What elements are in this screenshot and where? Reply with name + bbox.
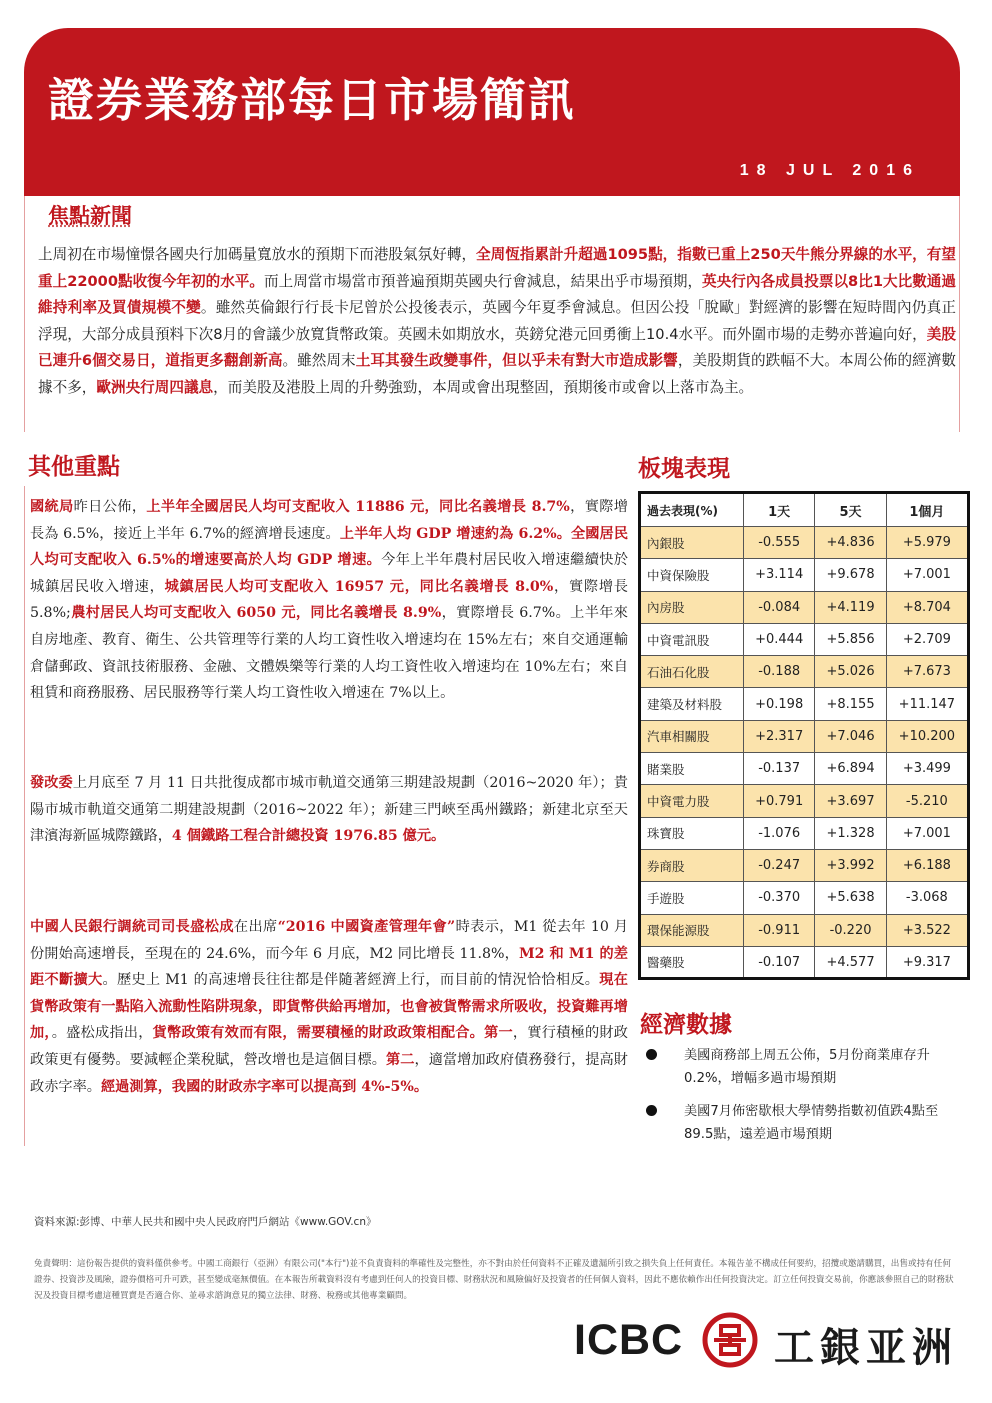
table-row <box>640 688 969 720</box>
report-date: 18 JUL 2016 <box>739 162 920 179</box>
highlight-segment-text: ，實際增長 6.7%。上半年來自房地產、教育、衛生、公共管理等行業的人均工資性收入增速均在 15%左右；來自交通運輸倉儲郵政、資訊技術服務、金融、文體娛樂等行業的人均工資性收入增速均在 10%左右；來自租賃和商務服務、居民服務等行業人均工資性收入增速在 7%以上。 <box>30 605 628 702</box>
return-1m-cell: +6.188 <box>886 849 968 881</box>
highlight-segment-highlight: 經過測算，我國的財政赤字率可以提高到 4%-5%。 <box>100 1078 429 1095</box>
economic-item-text: 美國7月佈密歇根大學情勢指數初值跌4點至89.5點，遠差過市場預期 <box>684 1104 939 1142</box>
economic-item-text: 美國商務部上周五公佈，5月份商業庫存升0.2%，增幅多過市場預期 <box>684 1048 930 1086</box>
sector-name-cell: 賭業股 <box>640 753 744 785</box>
table-row <box>640 882 969 914</box>
focus-segment-text: 而上周當市場當市預普遍預期英國央行會減息，結果出乎市場預期， <box>264 272 703 290</box>
icbc-emblem-icon <box>702 1312 758 1368</box>
focus-segment-highlight: 歐洲央行周四議息 <box>96 378 214 396</box>
return-1m-cell: +8.704 <box>886 591 968 623</box>
return-1d-cell: +3.114 <box>743 559 814 591</box>
highlight-segment-highlight: 貨幣政策有效而有限，需要積極的財政政策相配合。第一 <box>152 1025 513 1042</box>
focus-news-heading: 焦點新聞 <box>48 204 132 228</box>
sector-name-cell: 石油石化股 <box>640 656 744 688</box>
highlight-segment-highlight: 中國人民銀行調統司司長盛松成 <box>30 919 234 935</box>
table-row <box>640 946 969 978</box>
logo-wordmark-en: ICBC <box>574 1316 684 1364</box>
return-1m-cell: +7.001 <box>886 559 968 591</box>
return-1d-cell: -0.555 <box>743 527 814 559</box>
sector-name-cell: 內房股 <box>640 591 744 623</box>
return-5d-cell: +3.992 <box>815 849 886 881</box>
bullet-icon <box>646 1049 657 1060</box>
return-1d-cell: -0.084 <box>743 591 814 623</box>
table-row <box>640 849 969 881</box>
highlight-segment-highlight: 上半年全國居民人均可支配收入 11886 元，同比名義增長 8.7% <box>146 499 570 515</box>
highlight-segment-highlight: 農村居民人均可支配收入 6050 元，同比名義增長 8.9% <box>70 605 442 622</box>
return-5d-cell: +4.836 <box>815 527 886 559</box>
focus-segment-text: ，美股期貨的跌幅不大。本周公佈的經濟數據不多， <box>38 352 956 396</box>
sector-name-cell: 中資保險股 <box>640 559 744 591</box>
page-title: 證券業務部每日市場簡訊 <box>48 73 576 127</box>
column-header-period: 過去表現(%) <box>640 493 744 527</box>
economic-data-list <box>640 1044 960 1156</box>
return-1m-cell: +11.147 <box>886 688 968 720</box>
sector-name-cell: 券商股 <box>640 849 744 881</box>
table-row <box>640 591 969 623</box>
focus-segment-highlight: 美股已連升6個交易日，道指更多翻創新高 <box>38 325 956 370</box>
highlight-paragraph-nbs <box>30 494 628 707</box>
highlight-segment-highlight: 城鎮居民人均可支配收入 16957 元，同比名義增長 8.0% <box>164 578 554 595</box>
highlight-segment-text: ，適當增加政府債務發行，提高財政赤字率。 <box>30 1051 628 1095</box>
return-1d-cell: -0.188 <box>743 656 814 688</box>
logo-wordmark-cn: 工銀亚洲 <box>774 1325 958 1371</box>
return-1m-cell: +7.673 <box>886 656 968 688</box>
return-1d-cell: -0.137 <box>743 753 814 785</box>
column-header-1d: 1天 <box>743 493 814 527</box>
sector-name-cell: 環保能源股 <box>640 914 744 946</box>
table-row <box>640 720 969 752</box>
focus-segment-text: ，而美股及港股上周的升勢強勁，本周或會出現整固，預期後市或會以上落市為主。 <box>213 378 754 396</box>
sector-name-cell: 中資電力股 <box>640 785 744 817</box>
return-1m-cell: +7.001 <box>886 817 968 849</box>
focus-news-body <box>38 242 956 402</box>
return-5d-cell: +5.026 <box>815 656 886 688</box>
focus-segment-text: 上周初在市場憧憬各國央行加碼量寬放水的預期下而港股氣氛好轉， <box>38 246 477 263</box>
return-5d-cell: +8.155 <box>815 688 886 720</box>
highlight-segment-text: 上月底至 7 月 11 日共批復成都市城市軌道交通第三期建設規劃（2016~2020 年）；貴陽市城市軌道交通第二期建設規劃（2016~2022 年）；新建三門峽至禹州鐵路；新建北京至天津濱海新區城際鐵路， <box>30 775 628 845</box>
highlight-segment-highlight: M2 和 M1 的差距不斷擴大 <box>30 945 628 989</box>
highlight-segment-text: 昨日公佈， <box>73 499 147 515</box>
column-header-1m: 1個月 <box>886 493 968 527</box>
return-1d-cell: -0.370 <box>743 882 814 914</box>
sector-name-cell: 珠寶股 <box>640 817 744 849</box>
return-1d-cell: +0.198 <box>743 688 814 720</box>
column-header-5d: 5天 <box>815 493 886 527</box>
return-1m-cell: +10.200 <box>886 720 968 752</box>
highlight-segment-highlight: 上半年人均 GDP 增速約為 6.2%。全國居民人均可支配收入 6.5%的增速要高於人均 GDP 增速。 <box>30 525 629 569</box>
highlight-segment-text: 。歷史上 M1 的高速增長往往都是伴隨著經濟上行，而目前的情況恰恰相反。 <box>102 972 600 989</box>
highlight-paragraph-pboc <box>30 914 628 1100</box>
highlight-segment-text: 今年上半年農村居民收入增速繼續快於城鎮居民收入增速， <box>30 552 628 595</box>
return-1m-cell: +9.317 <box>886 946 968 978</box>
focus-segment-text: 。雖然周末 <box>282 352 356 370</box>
bullet-icon <box>646 1105 657 1116</box>
return-1m-cell: +2.709 <box>886 623 968 655</box>
return-1d-cell: +0.444 <box>743 623 814 655</box>
table-row <box>640 785 969 817</box>
sector-name-cell: 中資電訊股 <box>640 623 744 655</box>
return-5d-cell: +4.119 <box>815 591 886 623</box>
sector-name-cell: 建築及材料股 <box>640 688 744 720</box>
return-5d-cell: -0.220 <box>815 914 886 946</box>
return-1d-cell: -0.107 <box>743 946 814 978</box>
sector-name-cell: 醫藥股 <box>640 946 744 978</box>
header-banner <box>24 28 960 196</box>
return-5d-cell: +6.894 <box>815 753 886 785</box>
return-5d-cell: +5.638 <box>815 882 886 914</box>
table-row <box>640 656 969 688</box>
return-5d-cell: +5.856 <box>815 623 886 655</box>
return-1m-cell: -5.210 <box>886 785 968 817</box>
return-1d-cell: -0.911 <box>743 914 814 946</box>
table-row <box>640 914 969 946</box>
economic-data-heading: 經濟數據 <box>640 1012 732 1038</box>
highlight-segment-text: ，實際增長為 6.5%，接近上半年 6.7%的經濟增長速度。 <box>30 499 628 542</box>
highlight-segment-highlight: 發改委 <box>30 775 73 791</box>
return-1m-cell: +5.979 <box>886 527 968 559</box>
return-1d-cell: -1.076 <box>743 817 814 849</box>
highlight-segment-highlight: 第二 <box>385 1051 415 1068</box>
table-row <box>640 559 969 591</box>
return-1m-cell: -3.068 <box>886 882 968 914</box>
highlight-segment-text: 在出席 <box>233 919 278 935</box>
table-row <box>640 527 969 559</box>
highlight-segment-text: ，實行積極的財政政策更有優勢。要減輕企業稅賦，營改增也是這個目標。 <box>30 1025 628 1068</box>
source-note: 資料來源:彭博、中華人民共和國中央人民政府門戶網站《www.GOV.cn》 <box>34 1216 377 1228</box>
sector-performance-table <box>638 491 970 980</box>
return-1d-cell: -0.247 <box>743 849 814 881</box>
sector-name-cell: 內銀股 <box>640 527 744 559</box>
focus-segment-text: 。雖然英倫銀行行長卡尼曾於公投後表示，英國今年夏季會減息。但因公投「脫歐」對經濟的影響在短時間內仍真正浮現，大部分成員預料下次8月的會議少放寬貨幣政策。英國未如期放水，英鎊兌港元回勇衝上10.4水平。而外圍市場的走勢亦普遍向好， <box>38 299 956 343</box>
highlight-segment-highlight: 4 個鐵路工程合計總投資 1976.85 億元。 <box>171 828 446 845</box>
return-1d-cell: +2.317 <box>743 720 814 752</box>
return-5d-cell: +7.046 <box>815 720 886 752</box>
return-1m-cell: +3.499 <box>886 753 968 785</box>
disclaimer-text: 免責聲明：這份報告提供的資料僅供參考。中國工商銀行（亞洲）有限公司("本行")並不負責資料的準確性及完整性，亦不對由於任何資料不正確及遺漏所引致之損失負上任何責任。本報告並不構成任何要約，招攬或邀請購買，出售或持有任何證券、投資涉及風險，證券價格可升可跌，甚至變成毫無價值。在本報告所載資料沒有考慮到任何人的投資目標、財務狀況和風險偏好及投資者的任何個人資料，因此不應依賴作出任何投資決定。訂立任何投資交易前，你應該參照自己的財務狀況及投資目標考慮這種買賣是否適合你、並尋求諮詢意見的獨立法律、財務、稅務或其他專業顧問。 <box>34 1259 954 1301</box>
highlight-segment-highlight: 國統局 <box>30 499 74 515</box>
highlight-segment-highlight: 現在貨幣政策有一點陷入流動性陷阱現象，即貨幣供給再增加，也會被貨幣需求所吸收，投資難再增加， <box>30 972 628 1042</box>
table-row <box>640 623 969 655</box>
highlight-segment-text: ，實際增長 5.8%; <box>30 578 628 622</box>
table-row <box>640 817 969 849</box>
table-header-row <box>640 493 969 527</box>
table-row <box>640 753 969 785</box>
other-highlights-heading: 其他重點 <box>28 454 120 480</box>
highlight-paragraph-ndrc <box>30 770 628 850</box>
focus-segment-highlight: 英央行內各成員投票以8比1大比數通過維持利率及買債規模不變 <box>38 272 956 317</box>
highlight-segment-text: 時表示，M1 從去年 10 月份開始高速增長，至現在的 24.6%，而今年 6 月底，M2 同比增長 11.8%， <box>30 919 629 962</box>
focus-segment-highlight: 全周恆指累計升超過1095點，指數已重上250天牛熊分界線的水平，有望重上22000點收復今年初的水平。 <box>38 246 956 290</box>
list-item <box>640 1100 960 1146</box>
sector-performance-heading: 板塊表現 <box>638 456 730 482</box>
sector-name-cell: 汽車相關股 <box>640 720 744 752</box>
list-item <box>640 1044 960 1090</box>
highlight-segment-highlight: “2016 中國資產管理年會” <box>277 919 456 935</box>
return-1m-cell: +3.522 <box>886 914 968 946</box>
sector-name-cell: 手遊股 <box>640 882 744 914</box>
focus-segment-highlight: 土耳其發生政變事件，但以乎未有對大市造成影響 <box>355 352 678 370</box>
return-5d-cell: +4.577 <box>815 946 886 978</box>
highlight-segment-text: 。盛松成指出， <box>51 1025 153 1042</box>
icbc-asia-logo <box>574 1310 960 1370</box>
return-5d-cell: +3.697 <box>815 785 886 817</box>
return-5d-cell: +9.678 <box>815 559 886 591</box>
return-5d-cell: +1.328 <box>815 817 886 849</box>
return-1d-cell: +0.791 <box>743 785 814 817</box>
